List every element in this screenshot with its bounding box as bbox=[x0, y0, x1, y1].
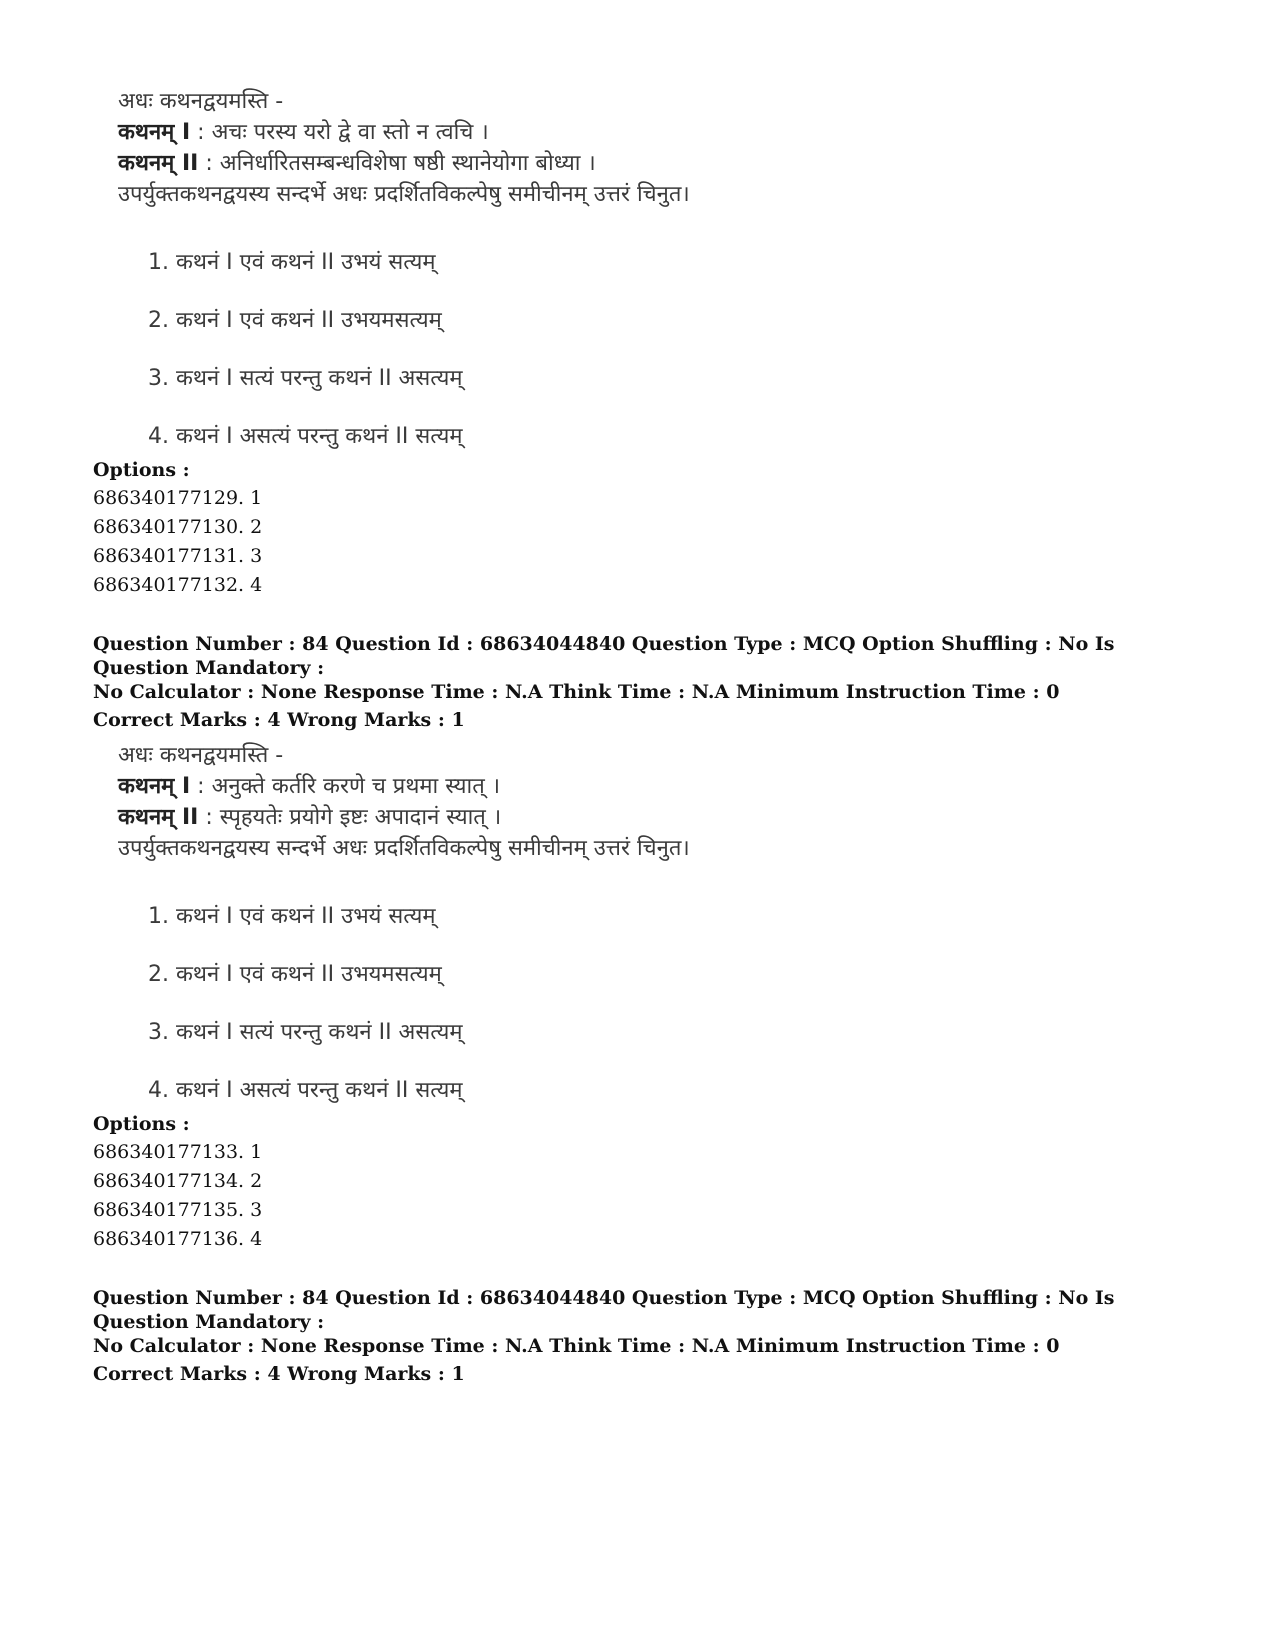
options-block-1 bbox=[93, 456, 1213, 600]
choice-item: 1. कथनं I एवं कथनं II उभयं सत्यम् bbox=[148, 250, 436, 275]
question-intro: अधः कथनद्वयमस्ति - bbox=[118, 89, 284, 114]
statement-2 bbox=[118, 802, 818, 833]
option-row: 686340177129. 1 bbox=[93, 487, 263, 509]
choice-item: 4. कथनं I असत्यं परन्तु कथनं II सत्यम् bbox=[148, 424, 463, 449]
option-row: 686340177135. 3 bbox=[93, 1199, 263, 1221]
question-image-2 bbox=[118, 740, 818, 1120]
choice-item: 3. कथनं I सत्यं परन्तु कथनं II असत्यम् bbox=[148, 1020, 463, 1045]
option-row: 686340177131. 3 bbox=[93, 545, 263, 567]
question-image-1 bbox=[118, 86, 818, 466]
meta-line-2: No Calculator : None Response Time : N.A Think Time : N.A Minimum Instruction Time : 0 bbox=[93, 1335, 1060, 1357]
option-row: 686340177136. 4 bbox=[93, 1228, 263, 1250]
choice-item: 3. कथनं I सत्यं परन्तु कथनं II असत्यम् bbox=[148, 366, 463, 391]
choice-list bbox=[118, 234, 818, 466]
choice-item: 1. कथनं I एवं कथनं II उभयं सत्यम् bbox=[148, 904, 436, 929]
meta-line-2: No Calculator : None Response Time : N.A Think Time : N.A Minimum Instruction Time : 0 bbox=[93, 681, 1060, 703]
meta-line-3: Correct Marks : 4 Wrong Marks : 1 bbox=[93, 1363, 465, 1385]
question-meta-2 bbox=[93, 1286, 1213, 1386]
question-instruction: उपर्युक्तकथनद्वयस्य सन्दर्भे अधः प्रदर्शितविकल्पेषु समीचीनम् उत्तरं चिनुत। bbox=[118, 182, 690, 207]
choice-item: 2. कथनं I एवं कथनं II उभयमसत्यम् bbox=[148, 962, 442, 987]
choice-list bbox=[118, 888, 818, 1120]
meta-line-3: Correct Marks : 4 Wrong Marks : 1 bbox=[93, 709, 465, 731]
option-row: 686340177130. 2 bbox=[93, 516, 263, 538]
options-title: Options : bbox=[93, 459, 190, 481]
question-instruction: उपर्युक्तकथनद्वयस्य सन्दर्भे अधः प्रदर्शितविकल्पेषु समीचीनम् उत्तरं चिनुत। bbox=[118, 836, 690, 861]
statement-1-text: : अचः परस्य यरो द्वे वा स्तो न त्वचि । bbox=[197, 120, 489, 145]
statement-1-text: : अनुक्ते कर्तरि करणे च प्रथमा स्यात् । bbox=[197, 774, 501, 799]
statement-1 bbox=[118, 771, 818, 802]
statement-2-label: कथनम् II bbox=[118, 151, 199, 176]
meta-line-1: Question Number : 84 Question Id : 68634044840 Question Type : MCQ Option Shuffling : No Is Question Mandatory : bbox=[93, 1287, 1115, 1333]
statement-2 bbox=[118, 148, 818, 179]
question-intro: अधः कथनद्वयमस्ति - bbox=[118, 743, 284, 768]
option-row: 686340177134. 2 bbox=[93, 1170, 263, 1192]
statement-2-text: : अनिर्धारितसम्बन्धविशेषा षष्ठी स्थानेयोगा बोध्या । bbox=[205, 151, 596, 176]
meta-line-1: Question Number : 84 Question Id : 68634044840 Question Type : MCQ Option Shuffling : No Is Question Mandatory : bbox=[93, 633, 1115, 679]
options-block-2 bbox=[93, 1110, 1213, 1254]
statement-1-label: कथनम् I bbox=[118, 120, 191, 145]
statement-1 bbox=[118, 117, 818, 148]
statement-2-text: : स्पृहयतेः प्रयोगे इष्टः अपादानं स्यात् । bbox=[205, 805, 502, 830]
statement-1-label: कथनम् I bbox=[118, 774, 191, 799]
question-meta-1 bbox=[93, 632, 1213, 732]
option-row: 686340177133. 1 bbox=[93, 1141, 263, 1163]
options-title: Options : bbox=[93, 1113, 190, 1135]
choice-item: 4. कथनं I असत्यं परन्तु कथनं II सत्यम् bbox=[148, 1078, 463, 1103]
option-row: 686340177132. 4 bbox=[93, 574, 263, 596]
choice-item: 2. कथनं I एवं कथनं II उभयमसत्यम् bbox=[148, 308, 442, 333]
statement-2-label: कथनम् II bbox=[118, 805, 199, 830]
